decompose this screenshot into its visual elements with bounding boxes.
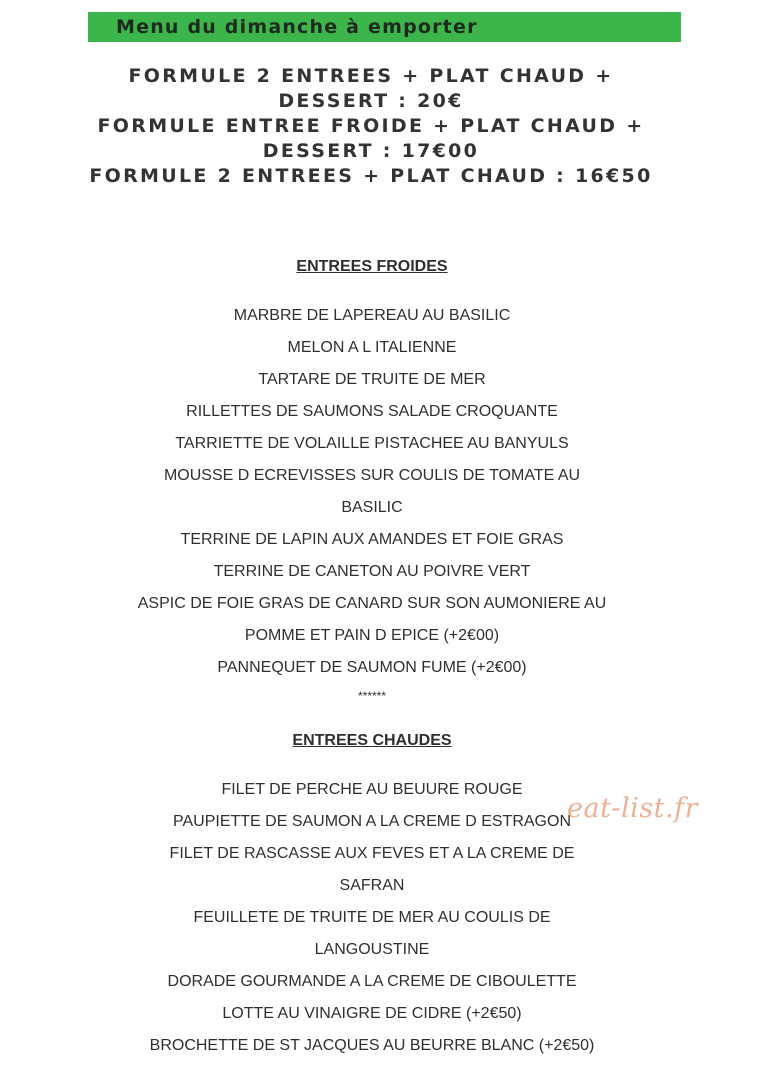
- dish-item: FILET DE RASCASSE AUX FEVES ET A LA CREME DE: [169, 845, 575, 862]
- menu-body: [0, 252, 744, 1062]
- dish-item: POMME ET PAIN D EPICE (+2€00): [244, 627, 500, 644]
- dish-item: TARTARE DE TRUITE DE MER: [258, 371, 486, 388]
- dish-item: FEUILLETE DE TRUITE DE MER AU COULIS DE: [193, 909, 551, 926]
- section-title-entrees-froides: ENTREES FROIDES: [296, 258, 448, 275]
- dish-item: MARBRE DE LAPEREAU AU BASILIC: [233, 307, 511, 324]
- dish-item: TERRINE DE CANETON AU POIVRE VERT: [213, 563, 531, 580]
- dish-item: FILET DE PERCHE AU BEUURE ROUGE: [221, 781, 523, 798]
- dish-item: BROCHETTE DE ST JACQUES AU BEURRE BLANC (+2€50): [149, 1037, 595, 1054]
- watermark-logo: eat-list.fr: [567, 793, 699, 824]
- menu-header-bar: [88, 12, 681, 42]
- formula-line: FORMULE 2 ENTREES + PLAT CHAUD : 16€50: [89, 165, 653, 187]
- dish-item: PANNEQUET DE SAUMON FUME (+2€00): [217, 659, 527, 676]
- section-title-entrees-chaudes: ENTREES CHAUDES: [292, 732, 452, 749]
- dish-item: PAUPIETTE DE SAUMON A LA CREME D ESTRAGON: [172, 813, 571, 830]
- dish-item: RILLETTES DE SAUMONS SALADE CROQUANTE: [186, 403, 558, 420]
- formula-line: DESSERT : 20€: [278, 90, 464, 112]
- dish-item: TERRINE DE LAPIN AUX AMANDES ET FOIE GRAS: [180, 531, 564, 548]
- dish-item: BASILIC: [341, 499, 403, 516]
- section-separator: ******: [357, 689, 387, 703]
- dish-item: MELON A L ITALIENNE: [287, 339, 457, 356]
- dish-item: MOUSSE D ECREVISSES SUR COULIS DE TOMATE AU: [163, 467, 581, 484]
- menu-title: Menu du dimanche à emporter: [116, 16, 478, 38]
- formulas-block: [88, 64, 654, 189]
- dish-item: TARRIETTE DE VOLAILLE PISTACHEE AU BANYULS: [175, 435, 569, 452]
- formula-line: FORMULE ENTREE FROIDE + PLAT CHAUD +: [97, 115, 645, 137]
- formula-line: DESSERT : 17€00: [262, 140, 480, 162]
- dish-item: LOTTE AU VINAIGRE DE CIDRE (+2€50): [222, 1005, 522, 1022]
- dish-item: SAFRAN: [339, 877, 405, 894]
- dish-item: DORADE GOURMANDE A LA CREME DE CIBOULETTE: [167, 973, 577, 990]
- dish-item: ASPIC DE FOIE GRAS DE CANARD SUR SON AUMONIERE AU: [137, 595, 607, 612]
- dish-item: LANGOUSTINE: [314, 941, 430, 958]
- formula-line: FORMULE 2 ENTREES + PLAT CHAUD +: [128, 65, 614, 87]
